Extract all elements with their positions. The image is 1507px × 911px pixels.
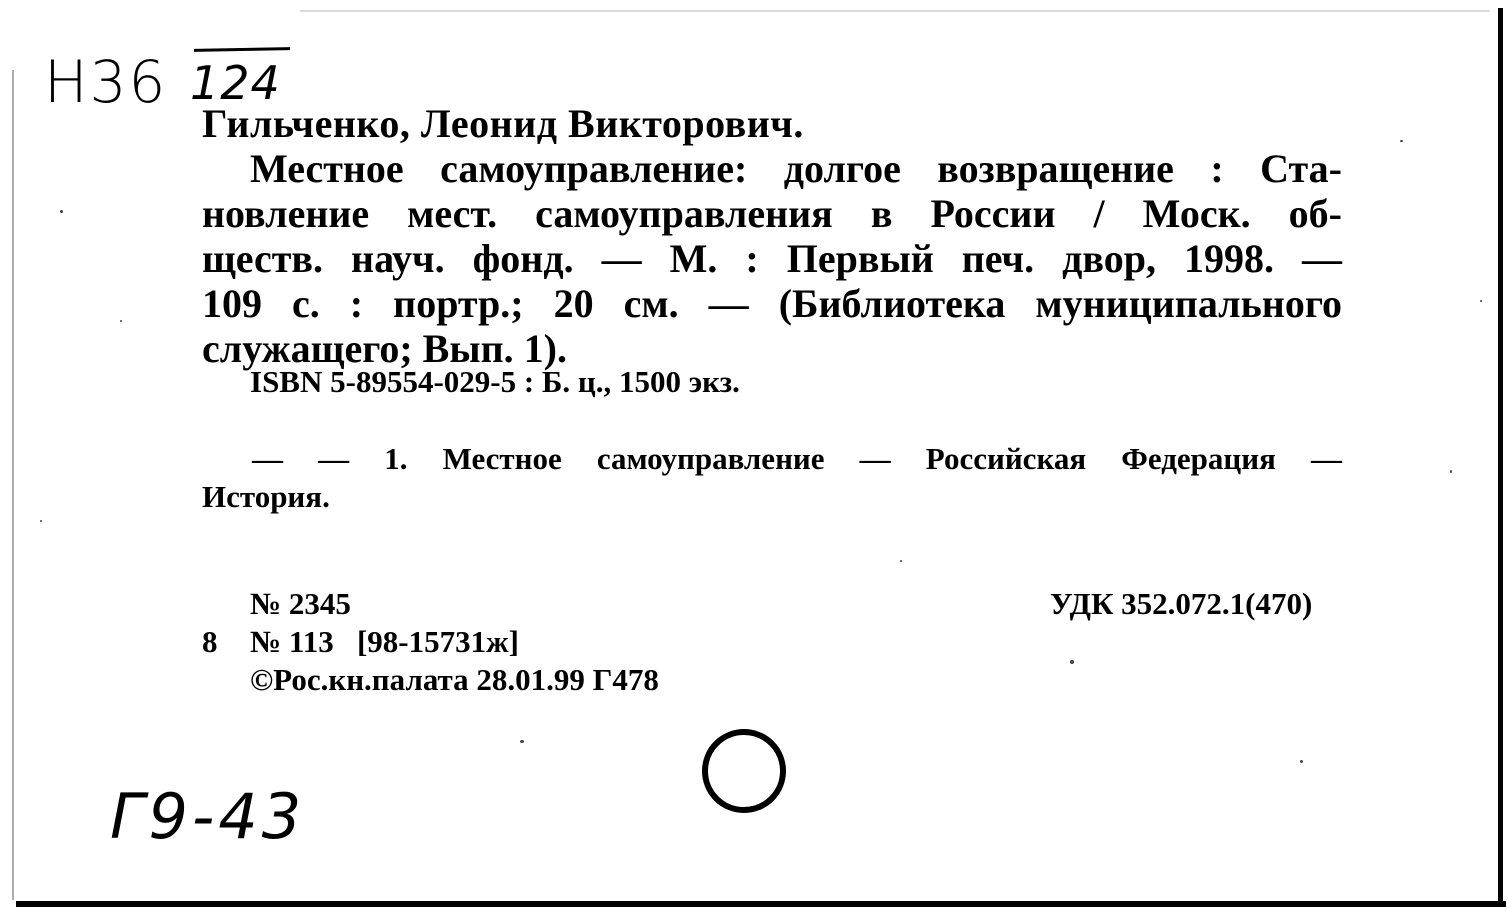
scan-speck (60, 210, 63, 213)
scan-speck (120, 320, 122, 322)
scan-speck (1300, 760, 1303, 763)
description-line: ществ. науч. фонд. — М. : Первый печ. двор, 1998. — (202, 236, 1342, 281)
handwritten-note: Г9-43 (110, 780, 306, 853)
card-bottom-edge (16, 901, 1506, 907)
record-number: № 2345 (250, 586, 351, 621)
scan-speck (1070, 660, 1074, 664)
scan-speck (900, 560, 902, 562)
description-line: Местное самоуправление: долгое возвращение : Ста- (250, 146, 1342, 191)
scan-speck (1480, 300, 1482, 302)
description-line: служащего; Вып. 1). (202, 326, 567, 371)
card-left-edge (12, 70, 14, 900)
isbn-line: ISBN 5-89554-029-5 : Б. ц., 1500 экз. (250, 364, 740, 399)
scan-speck (1400, 140, 1403, 142)
description-line: 109 с. : портр.; 20 см. — (Библиотека муниципального (202, 281, 1342, 326)
shelf-number-overline (194, 47, 290, 52)
shelf-mark: Н36 (44, 48, 168, 116)
scan-speck (1450, 470, 1452, 473)
card-top-edge (300, 10, 1490, 12)
subject-line: — — 1. Местное самоуправление — Российская Федерация — (252, 441, 1342, 476)
subject-headings (202, 440, 1342, 516)
count-prefix: 8 (202, 624, 218, 659)
record-number-2: № 113 [98-15731ж] (250, 624, 519, 659)
bibliographic-description (202, 146, 1342, 371)
scan-speck (40, 520, 42, 522)
description-line: новление мест. самоуправления в России / Моск. об- (202, 191, 1342, 236)
shelf-number: 124 (190, 56, 281, 110)
copyright-line: ©Рос.кн.палата 28.01.99 Г478 (250, 662, 659, 697)
card-right-edge (1498, 8, 1503, 903)
card-punch-hole (702, 729, 786, 813)
scan-speck (520, 740, 524, 743)
udc-code: УДК 352.072.1(470) (1050, 586, 1313, 621)
author-heading: Гильченко, Леонид Викторович. (202, 101, 804, 146)
subject-line: История. (202, 479, 330, 514)
